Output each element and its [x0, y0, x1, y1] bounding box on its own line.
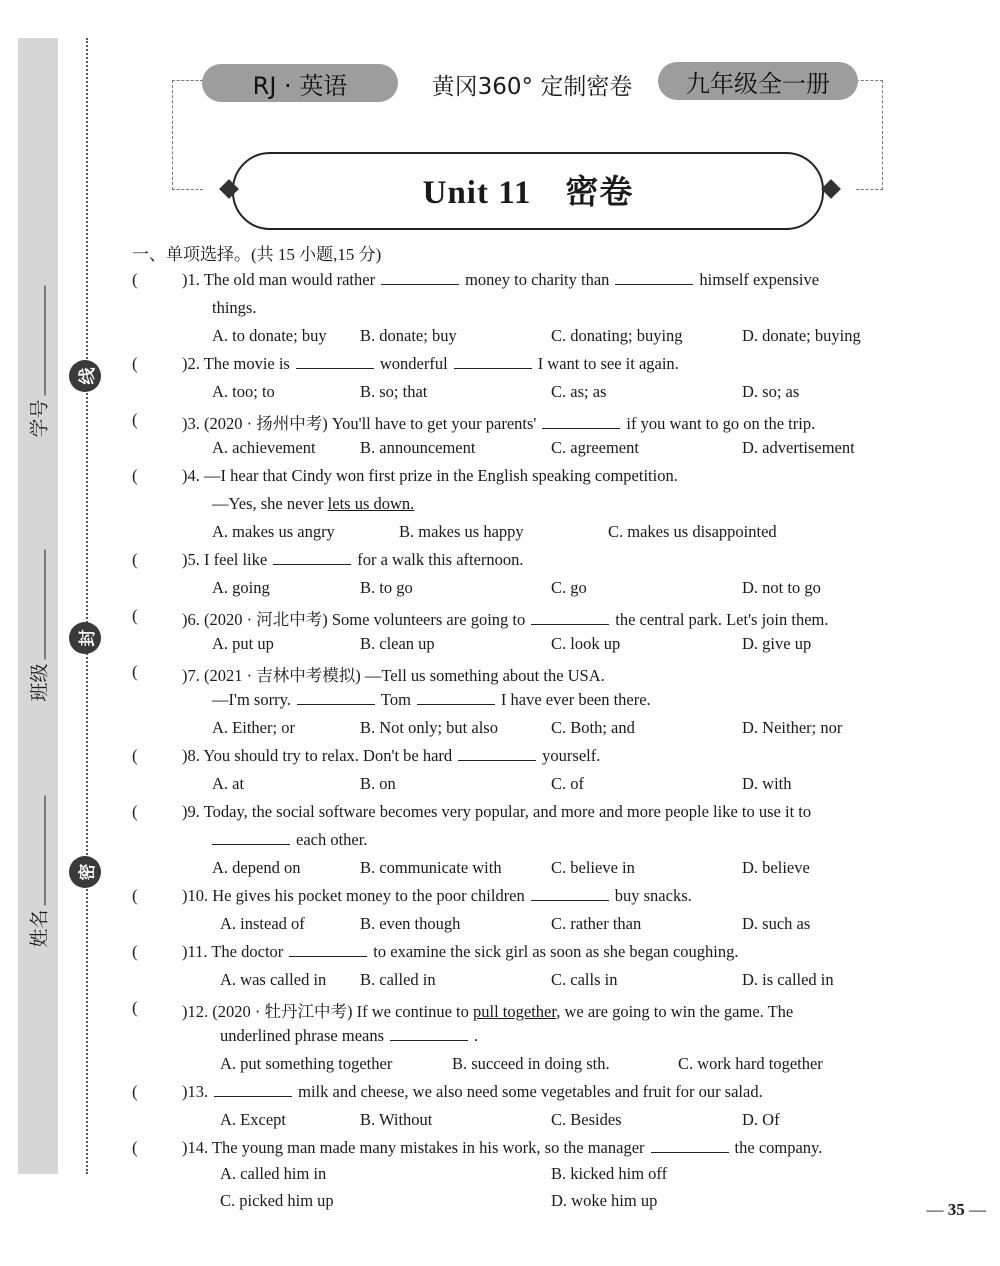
question-3: )3. (2020 · 扬州中考) You'll have to get your parents' if you want to go on the trip.: [182, 414, 816, 433]
answer-paren: (: [132, 662, 138, 681]
question-10: )10. He gives his pocket money to the poor children buy snacks.: [182, 886, 692, 905]
answer-blank[interactable]: [531, 623, 609, 625]
page-title: Unit 11 密卷: [422, 175, 634, 211]
q8-option-c[interactable]: C. of: [551, 774, 584, 793]
answer-blank[interactable]: [297, 703, 375, 705]
class-label: 班级: [28, 663, 51, 702]
q10-option-a[interactable]: A. instead of: [220, 914, 305, 933]
q6-option-b[interactable]: B. clean up: [360, 634, 435, 653]
q1-option-b[interactable]: B. donate; buy: [360, 326, 457, 345]
q3-option-d[interactable]: D. advertisement: [742, 438, 855, 457]
q2-option-a[interactable]: A. too; to: [212, 382, 275, 401]
question-12: )12. (2020 · 牡丹江中考) If we continue to pull together, we are going to win the game. The: [182, 1002, 794, 1021]
question-13: )13. milk and cheese, we also need some vegetables and fruit for our salad.: [182, 1082, 763, 1101]
q4-option-a[interactable]: A. makes us angry: [212, 522, 335, 541]
q9-option-d[interactable]: D. believe: [742, 858, 810, 877]
question-2: )2. The movie is wonderful I want to see it again.: [182, 354, 679, 373]
question-12-cont: underlined phrase means .: [220, 1026, 479, 1045]
q11-option-a[interactable]: A. was called in: [220, 970, 327, 989]
page-number-block: [927, 1200, 987, 1220]
answer-blank[interactable]: [651, 1151, 729, 1153]
cut-line: [86, 38, 88, 1174]
grade-pill: 九年级全一册: [658, 62, 858, 100]
q11-option-d[interactable]: D. is called in: [742, 970, 834, 989]
q11-option-c[interactable]: C. calls in: [551, 970, 618, 989]
answer-blank[interactable]: [289, 955, 367, 957]
q5-option-d[interactable]: D. not to go: [742, 578, 821, 597]
answer-paren: (: [132, 606, 138, 625]
answer-paren: (: [132, 354, 138, 373]
q2-option-b[interactable]: B. so; that: [360, 382, 428, 401]
answer-paren: (: [132, 942, 138, 961]
q4-option-b[interactable]: B. makes us happy: [399, 522, 524, 541]
q14-option-c[interactable]: C. picked him up: [220, 1191, 334, 1210]
answer-paren: (: [132, 998, 138, 1017]
answer-paren: (: [132, 410, 138, 429]
q9-option-c[interactable]: C. believe in: [551, 858, 635, 877]
q2-option-c[interactable]: C. as; as: [551, 382, 607, 401]
answer-paren: (: [132, 550, 138, 569]
question-11: )11. The doctor to examine the sick girl as soon as she began coughing.: [182, 942, 739, 961]
answer-blank[interactable]: [296, 367, 374, 369]
answer-blank[interactable]: [212, 843, 290, 845]
student-number-field: [18, 256, 58, 436]
name-label: 姓名: [28, 909, 51, 948]
page-dash-left: —: [926, 1200, 944, 1219]
name-field: [18, 762, 58, 948]
q5-option-c[interactable]: C. go: [551, 578, 587, 597]
answer-blank[interactable]: [273, 563, 351, 565]
q11-option-b[interactable]: B. called in: [360, 970, 436, 989]
q7-option-b[interactable]: B. Not only; but also: [360, 718, 498, 737]
q7-option-c[interactable]: C. Both; and: [551, 718, 635, 737]
seal-line-badge: 线: [69, 360, 101, 392]
underlined-phrase: pull together: [473, 1002, 557, 1021]
q4-option-c[interactable]: C. makes us disappointed: [608, 522, 777, 541]
q3-option-c[interactable]: C. agreement: [551, 438, 639, 457]
class-field: [18, 516, 58, 702]
q1-option-a[interactable]: A. to donate; buy: [212, 326, 327, 345]
q3-option-b[interactable]: B. announcement: [360, 438, 476, 457]
question-14: )14. The young man made many mistakes in his work, so the manager the company.: [182, 1138, 823, 1157]
q14-option-a[interactable]: A. called him in: [220, 1164, 327, 1183]
page-number: 35: [947, 1200, 965, 1219]
q7-option-d[interactable]: D. Neither; nor: [742, 718, 843, 737]
q6-option-c[interactable]: C. look up: [551, 634, 621, 653]
q13-option-b[interactable]: B. Without: [360, 1110, 433, 1129]
question-1-cont: things.: [212, 298, 257, 317]
question-7-reply: —I'm sorry. Tom I have ever been there.: [212, 690, 651, 709]
q3-option-a[interactable]: A. achievement: [212, 438, 316, 457]
q13-option-d[interactable]: D. Of: [742, 1110, 780, 1129]
q12-option-b[interactable]: B. succeed in doing sth.: [452, 1054, 610, 1073]
answer-paren: (: [132, 1138, 138, 1157]
answer-paren: (: [132, 1082, 138, 1101]
header-bracket-left: [172, 80, 203, 190]
answer-blank[interactable]: [381, 283, 459, 285]
answer-blank[interactable]: [531, 899, 609, 901]
q1-option-d[interactable]: D. donate; buying: [742, 326, 861, 345]
question-7: )7. (2021 · 吉林中考模拟) —Tell us something about the USA.: [182, 666, 605, 685]
q8-option-a[interactable]: A. at: [212, 774, 245, 793]
answer-paren: (: [132, 466, 138, 485]
answer-blank[interactable]: [542, 427, 620, 429]
q9-option-a[interactable]: A. depend on: [212, 858, 301, 877]
question-4-reply: —Yes, she never lets us down.: [212, 494, 415, 513]
q6-option-a[interactable]: A. put up: [212, 634, 274, 653]
q9-option-b[interactable]: B. communicate with: [360, 858, 502, 877]
subject-pill: RJ · 英语: [202, 64, 398, 102]
title-diamond-right: [821, 179, 841, 199]
q2-option-d[interactable]: D. so; as: [742, 382, 800, 401]
answer-blank[interactable]: [615, 283, 693, 285]
q5-option-b[interactable]: B. to go: [360, 578, 413, 597]
q8-option-d[interactable]: D. with: [742, 774, 792, 793]
underlined-phrase: lets us down.: [327, 494, 415, 513]
series-title: 黄冈360° 定制密卷: [431, 74, 633, 100]
answer-blank[interactable]: [458, 759, 536, 761]
answer-blank[interactable]: [390, 1039, 468, 1041]
q10-option-b[interactable]: B. even though: [360, 914, 461, 933]
header-bracket-right: [856, 80, 883, 190]
q13-option-c[interactable]: C. Besides: [551, 1110, 622, 1129]
answer-paren: (: [132, 886, 138, 905]
answer-blank[interactable]: [417, 703, 495, 705]
answer-paren: (: [132, 802, 138, 821]
q10-option-d[interactable]: D. such as: [742, 914, 811, 933]
q10-option-c[interactable]: C. rather than: [551, 914, 642, 933]
question-5: )5. I feel like for a walk this afternoon.: [182, 550, 524, 569]
question-9: )9. Today, the social software becomes very popular, and more and more people like to use it to: [182, 802, 812, 821]
section-heading: 一、单项选择。(共 15 小题,15 分): [132, 245, 382, 264]
q14-option-d[interactable]: D. woke him up: [551, 1191, 658, 1210]
q7-option-a[interactable]: A. Either; or: [212, 718, 295, 737]
question-4: )4. —I hear that Cindy won first prize in the English speaking competition.: [182, 466, 678, 485]
answer-blank[interactable]: [214, 1095, 292, 1097]
question-1: )1. The old man would rather money to charity than himself expensive: [182, 270, 820, 289]
question-6: )6. (2020 · 河北中考) Some volunteers are going to the central park. Let's join them.: [182, 610, 829, 629]
question-8: )8. You should try to relax. Don't be hard yourself.: [182, 746, 601, 765]
seal-seal-badge: 封: [69, 622, 101, 654]
question-9-cont: each other.: [212, 830, 367, 850]
seal-dense-badge: 密: [69, 856, 101, 888]
page-dash-right: —: [969, 1200, 986, 1219]
q1-option-c[interactable]: C. donating; buying: [551, 326, 683, 345]
q13-option-a[interactable]: A. Except: [220, 1110, 286, 1129]
q12-option-a[interactable]: A. put something together: [220, 1054, 393, 1073]
answer-paren: (: [132, 746, 138, 765]
answer-blank[interactable]: [454, 367, 532, 369]
q14-option-b[interactable]: B. kicked him off: [551, 1164, 668, 1183]
q5-option-a[interactable]: A. going: [212, 578, 270, 597]
q6-option-d[interactable]: D. give up: [742, 634, 812, 653]
answer-paren: (: [132, 270, 138, 289]
student-number-label: 学号: [28, 399, 51, 438]
q8-option-b[interactable]: B. on: [360, 774, 396, 793]
q12-option-c[interactable]: C. work hard together: [678, 1054, 823, 1073]
